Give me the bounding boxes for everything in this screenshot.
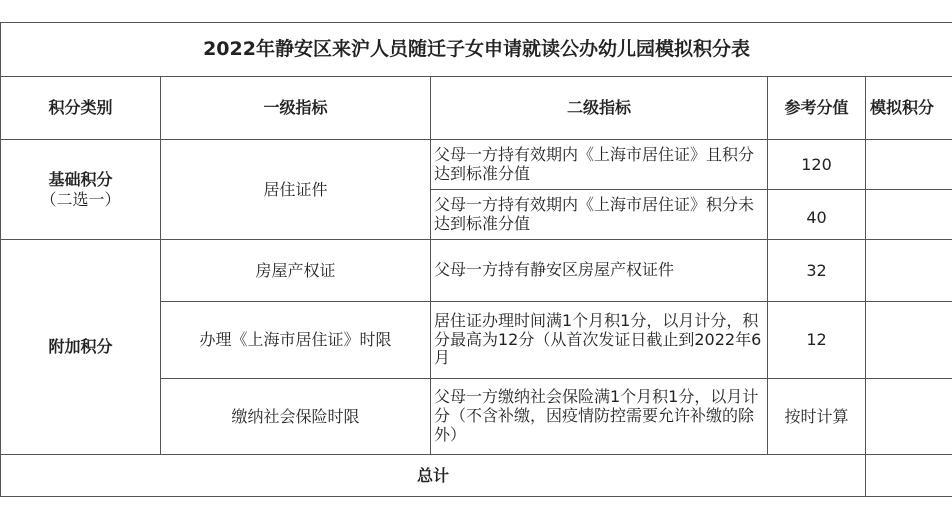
basic-category-cell [1, 140, 161, 240]
score-table-sheet [0, 22, 952, 497]
basic-level2-2: 父母一方持有效期内《上海市居住证》积分未达到标准分值 [431, 190, 768, 240]
additional-level2-1: 父母一方持有静安区房屋产权证件 [431, 240, 768, 302]
additional-level1-2: 办理《上海市居住证》时限 [161, 302, 431, 379]
additional-simulated-1[interactable] [866, 240, 952, 302]
additional-category: 附加积分 [1, 240, 161, 455]
header-reference: 参考分值 [768, 77, 866, 140]
basic-score-2: 40 [768, 190, 866, 240]
basic-score-1: 120 [768, 140, 866, 190]
score-table [0, 22, 952, 497]
additional-level2-3: 父母一方缴纳社会保险满1个月积1分，以月计分（不含补缴，因疫情防控需要允许补缴的除外） [431, 379, 768, 455]
total-simulated[interactable] [866, 455, 952, 497]
basic-category-label: 基础积分 [48, 170, 113, 190]
header-row [1, 77, 952, 140]
total-label: 总计 [1, 455, 866, 497]
basic-level2-1: 父母一方持有效期内《上海市居住证》且积分达到标准分值 [431, 140, 768, 190]
basic-simulated-1[interactable] [866, 140, 952, 190]
additional-simulated-3[interactable] [866, 379, 952, 455]
basic-level1: 居住证件 [161, 140, 431, 240]
header-level1: 一级指标 [161, 77, 431, 140]
title-row [1, 23, 952, 77]
basic-category-note: （二选一） [40, 189, 121, 209]
additional-level2-2: 居住证办理时间满1个月积1分，以月计分，积分最高为12分（从首次发证日截止到2022年6月 [431, 302, 768, 379]
table-title: 2022年静安区来沪人员随迁子女申请就读公办幼儿园模拟积分表 [1, 23, 952, 77]
table-row [1, 240, 952, 302]
additional-level1-1: 房屋产权证 [161, 240, 431, 302]
total-row [1, 455, 952, 497]
basic-simulated-2[interactable] [866, 190, 952, 240]
header-category: 积分类别 [1, 77, 161, 140]
table-row [1, 140, 952, 190]
additional-score-2: 12 [768, 302, 866, 379]
header-simulated: 模拟积分 [866, 77, 952, 140]
header-level2: 二级指标 [431, 77, 768, 140]
additional-simulated-2[interactable] [866, 302, 952, 379]
additional-level1-3: 缴纳社会保险时限 [161, 379, 431, 455]
additional-score-1: 32 [768, 240, 866, 302]
additional-score-3: 按时计算 [768, 379, 866, 455]
